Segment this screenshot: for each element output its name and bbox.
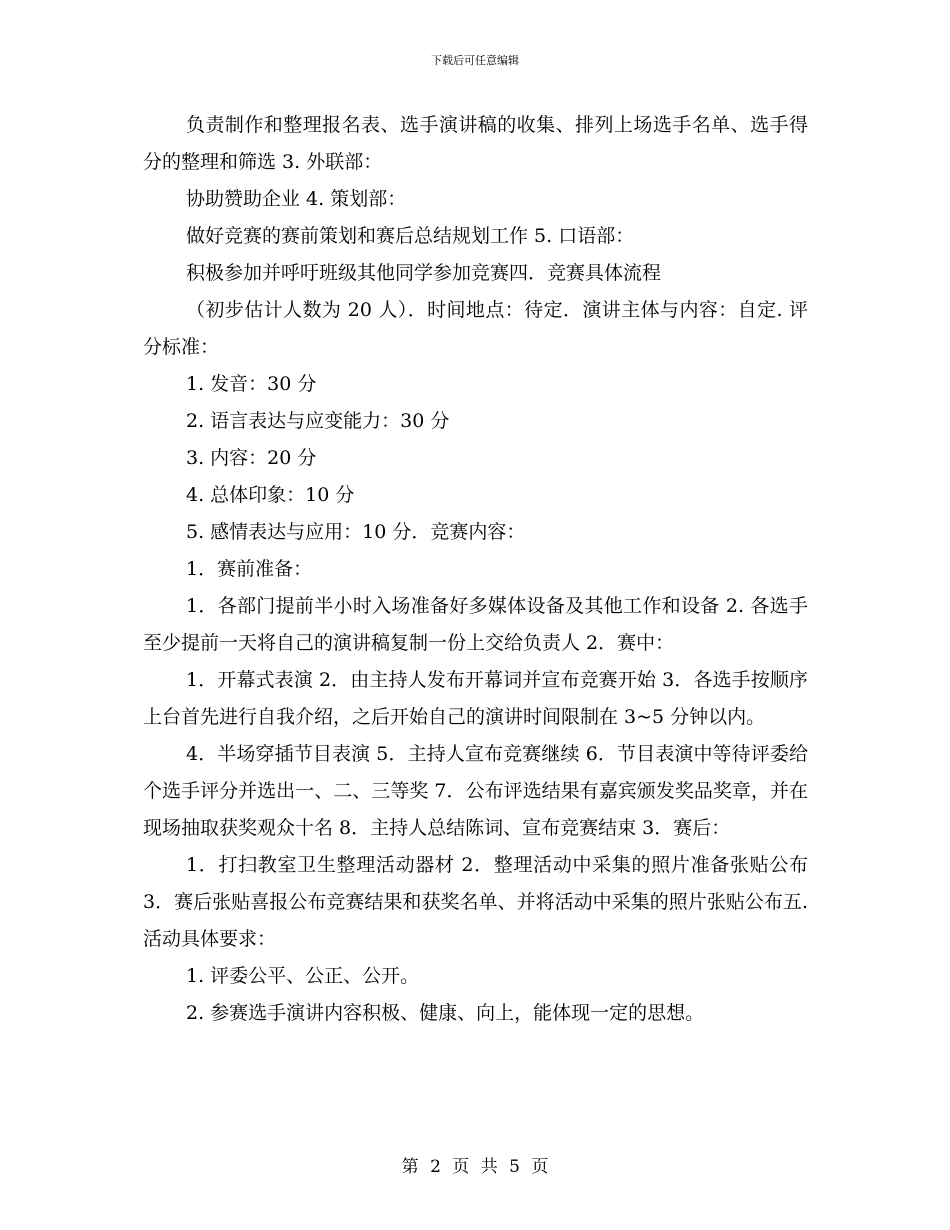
paragraph: 1．赛前准备： [186, 558, 313, 580]
paragraph: 1. 评委公平、公正、公开。 [186, 965, 420, 987]
paragraph: 4．半场穿插节目表演 5．主持人宣布竞赛继续 6．节目表演中等待评委给个选手评分并选出一、二、三等奖 7．公布评选结果有嘉宾颁发奖品奖章，并在现场抽取获奖观众十名 8．主持人总结陈词、宣布竞赛结束 3．赛后： [143, 743, 808, 839]
paragraph: 2. 语言表达与应变能力：30 分 [186, 410, 450, 432]
paragraph: 1. 发音：30 分 [186, 373, 317, 395]
paragraph: 5. 感情表达与应用：10 分．竞赛内容： [186, 521, 526, 543]
paragraph: 1．各部门提前半小时入场准备好多媒体设备及其他工作和设备 2. 各选手至少提前一天将自己的演讲稿复制一份上交给负责人 2．赛中： [143, 595, 808, 654]
page-header-note: 下载后可任意编辑 [431, 54, 519, 67]
paragraph: 1．打扫教室卫生整理活动器材 2．整理活动中采集的照片准备张贴公布 3．赛后张贴喜报公布竞赛结果和获奖名单、并将活动中采集的照片张贴公布五. 活动具体要求： [143, 854, 808, 950]
paragraph: 积极参加并呼吁班级其他同学参加竞赛四．竞赛具体流程 [186, 262, 662, 284]
paragraph: 4. 总体印象：10 分 [186, 484, 355, 506]
paragraph: 1．开幕式表演 2．由主持人发布开幕词并宣布竞赛开始 3．各选手按顺序上台首先进行自我介绍，之后开始自己的演讲时间限制在 3~5 分钟以内。 [143, 669, 808, 728]
paragraph: 3. 内容：20 分 [186, 447, 317, 469]
paragraph: （初步估计人数为 20 人）．时间地点：待定．演讲主体与内容：自定. 评分标准： [143, 299, 808, 358]
paragraph: 负责制作和整理报名表、选手演讲稿的收集、排列上场选手名单、选手得分的整理和筛选 3. 外联部： [143, 114, 808, 173]
paragraph: 2. 参赛选手演讲内容积极、健康、向上，能体现一定的思想。 [186, 1002, 705, 1024]
document-body [143, 107, 808, 1032]
page-number: 第 2 页 共 5 页 [401, 1157, 549, 1177]
paragraph: 做好竞赛的赛前策划和赛后总结规划工作 5. 口语部： [186, 225, 635, 247]
paragraph: 协助赞助企业 4. 策划部： [186, 188, 407, 210]
